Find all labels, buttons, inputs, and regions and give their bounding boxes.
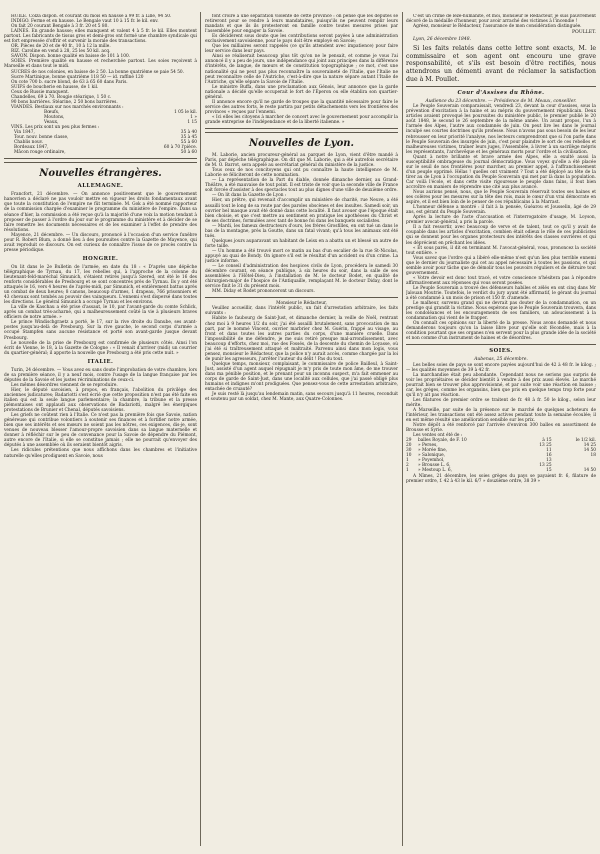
article-paragraph: Es décidèrent sous doute que les contributions seront payées à une administration exclusivement savoisienne, pour le pays doit être employé en Savoie; xyxy=(205,34,398,45)
table-cell: à 15 xyxy=(542,438,552,444)
article-paragraph: Il annonce encore qu'il ne garde de troupes que la quantité nécessaire pour faire le service des autres forts, le reste partira par petits détachements vers les frontières des provinces « reçues par l'ennemi. xyxy=(205,99,398,115)
article-paragraph: Quant à notre brillante et brave armée des Alpes, elle a exulté aussi la susceptibilité ombrageuse du journal démocratique. Vous voyez qu'elle a été placée sur le seuil de nos frontières pour marcher, au premier appel, à l'affranchissement d'un peuple opprimé. Hélas ! quelles ont vraiment ? Tout a été déployé au tête de la tirer au de Lyon à l'occupation du Peuple Souverain qui met par là dans la population. Car voilà l'école, et dans cette visite rigoureuse le peuple dans fains, il fout bien accroître en maniers de réprendre une cité aux plus avancé. xyxy=(406,154,596,190)
article-paragraph: Turin, 24 décembre. — Vous avez eu sans doute l'improbation de votre chambre, lors de sa première séance, il y a neuf mois, contre l'usage de la langue française par les députés de la Savoie et les justes récriminations de ceux-ci. xyxy=(4,367,197,383)
table-cell: 1 xyxy=(406,458,409,464)
market-line: 90 bons barrières. Stéarine, 2 50 bons barrières. xyxy=(11,99,118,105)
table-cell: le 1/2 kil. xyxy=(575,438,596,444)
table-cell: 35 à 45 xyxy=(180,135,197,141)
article-paragraph: — Mardi, les fameux destructeurs d'ours, les frères Grosfillex, en ont tué un dans le bas de la montagne, près la Goutte, dans un fatal vivant; qu'à tous les animaux ont été tués. xyxy=(205,223,398,239)
livestock-price-table xyxy=(4,110,197,125)
table-cell: 10 xyxy=(406,453,412,459)
article-paragraph: On lit dans le 2e Bulletin de l'armée, en date du 18 : « D'après une dépêche télégraphique de Tyrnau, du 17, les rebelles qui, à l'approche de la colonne du lieutenant-feld-maréchal Simunich, s'étaient retirés jusqu'à Szered, ont été le 16 des renforts considérables de Presbourg et se sont concentrés près de Tyrnau. Ils y ont été attaqués le 16, vers 4 heures de l'après-midi, par Simunich, et entièrement battus après un combat de deux heures; 8 canons, beaucoup d'armes, 1 drapeau, 766 prisonniers et 43 chevaux sont tombés au pouvoir des vainqueurs. L'ennemi s'est dispersé dans toutes les directions. Le général Simunich a occupé Tyrnau et les environs. xyxy=(4,264,197,306)
table-cell: » Perses, xyxy=(417,443,438,449)
article-paragraph: Vous savez que l'ordre qui a libéré elle-même n'est qu'un lieu plus terrible ennemi que le dernier du journaliste qui cet au appel nécessaire à toutes les passions, et qui semble avoir pour tâche que de démolir tous les pouvoirs réguliers et de détruire tout gouvernement. xyxy=(406,255,596,276)
article-paragraph: Le malheur, survenu grand qui ne devrait pas douter de la condamnation, on un prestige qui grandit la victime. Nous espérons que le Peuple Souverain trouvera, dans les condoléances et les encouragements de ses familiers, un adoucissement à la condamnation qui vient de le frapper. xyxy=(406,301,596,322)
article-paragraph: — On lit dans la Gazette de Lyon : xyxy=(212,193,287,199)
article-paragraph: Le Peuple Souverain a trouvé des défenseurs habiles et zélés en ont cinq dans Mr Jalouan Moutrie. Toutefois, le verdict du jury ayant été affirmatif, le gérant du journal a été condamné à un mois de prison et 150 fr. d'amende. xyxy=(406,285,596,302)
table-cell: » Brousse L. 6, xyxy=(417,463,451,469)
section-heading-foreign-news: Nouvelles étrangères. xyxy=(39,168,162,180)
article-paragraph: Mayence, 21 décembre. — Un discours, prononcé à l'occasion d'un service funèbre pour R. Robert Blum, a donné lieu à des poursuites contre la Gazette de Mayence, qui avait reproduit ce discours. On est curieux de connaître l'issue de ce procès contre la presse périodique. xyxy=(4,232,197,253)
table-cell: 14 50 xyxy=(583,468,596,474)
subsection-heading-soies: SOIES. xyxy=(489,348,513,355)
article-divider xyxy=(406,86,596,87)
letter-paragraph: Je suis resté là jusqu'au lendemain matin, sans secours jusqu'à 11 heures, reconduit et soutenu par un soldat, chez M. Mante, aux Quatre-Colonnes. xyxy=(205,392,398,403)
subsection-heading-hongrie: HONGRIE. xyxy=(82,255,119,262)
market-line: HUILE. Colza dispon. et courant du mois en hausse à 99 fr. à Lille, 94 50. xyxy=(11,14,172,19)
table-cell: Vin 1847, xyxy=(14,130,35,136)
table-cell: Veaux, xyxy=(44,119,59,125)
table-cell: 11 xyxy=(546,448,552,454)
article-paragraph: Les ridicules prétentions que nous affichons dans les chambres et l'initiative naturelle qu'elles prodiguent en Savoie, nous xyxy=(4,448,197,459)
table-cell: 15 xyxy=(546,468,552,474)
market-line: Chandelles, 69 à 70. Bougie stéarique, 1 50 c. xyxy=(11,94,112,100)
table-cell: 2 xyxy=(406,463,409,469)
table-cell: 13 25 xyxy=(539,443,552,449)
letter-paragraph: Quelque temps, monsieur, complaisant, le commissaire de police Bailleul, à Saint-Just, assisté d'un agent auquel répugnait je m'y pris de toute mon âme, de me trouver dans ma pénible position, et le prenant pour un inconnu suspect, m'a fait emmener au corps de garde de Saint-Just, dans une localité aux cellules, que j'ai passé obligé plus humains et indignes m'ont prodiguées. Que pensez-vous de cette arrestation arbitraire, entachée de cruauté? xyxy=(205,361,398,393)
article-paragraph: « Votre devoir est donc tout tracé, et votre conscience n'hésitera pas à répondre affirmativement aux réponses qui vous seront posées. xyxy=(406,275,596,286)
article-paragraph: MM. Diday et Rodet prononceront un discours. xyxy=(212,289,315,295)
table-cell: » Morée fine, xyxy=(417,448,447,454)
article-paragraph: A Marseille, par suite de la présence sur le marché de quelques acheteurs de l'intérieur, les transactions ont été assez actives pendant toute la semaine écoulée; il en est même résulté une amélioration sensible sur les prix. xyxy=(406,407,596,424)
market-line: SUIFS de boucherie en hausse, de 1 kil. xyxy=(11,84,99,90)
article-paragraph: Nous aurions pensé, nous, que le Peuple Souverain réservait toutes ses haines et ses colères pour les mesures sur la tête des rois, mais le cœur d'un vrai démocrate en aspire, et il est bien loin de le penser de ces républicains à la Marrast. xyxy=(406,190,596,206)
article-paragraph: « Et sous parés, il dit en terminant M. l'avocat-général, vous, prononcez la société tout entière. » xyxy=(406,245,596,256)
market-report xyxy=(4,14,197,155)
section-divider xyxy=(205,128,398,133)
table-cell: » Mestoup L. 6, xyxy=(417,468,452,474)
table-cell: 14 25 xyxy=(583,443,596,449)
table-cell: 1 05 le kil. xyxy=(174,109,197,115)
article-paragraph: Le ministre Buffa, dans une proclamation aux Génois, leur annonce que la garde nationale a décidé qu'elle occuperait le fort de l'Éperon ou elle établira son quartier-général. xyxy=(205,84,398,100)
table-cell: 29 xyxy=(406,438,412,444)
table-cell: Mâcon rouge ordinaire, xyxy=(14,150,66,156)
article-divider xyxy=(205,297,398,298)
table-cell: Bordeaux 1847, xyxy=(14,145,49,151)
table-cell: 30 xyxy=(406,448,412,454)
table-cell: 18 xyxy=(590,453,596,459)
column-1 xyxy=(4,14,197,844)
letter-dateline: Lyon, 26 décembre 1848. xyxy=(413,37,472,43)
market-line: SOIES. Première qualité en hausse et recherchée partout. Les soies reçoivent à Marseille et dans tout le midi. xyxy=(4,59,197,70)
column-divider xyxy=(402,12,403,846)
market-line: Ceux de Russie manquent. xyxy=(11,89,70,95)
article-paragraph: La ville de Kaschau a été prise d'assaut, le 10, par l'avant-garde du comte Schlick, après un combat très-acharné, qui a malheureusement coûté la vie à plusieurs braves officiers de notre armée. » xyxy=(4,305,197,321)
article-paragraph: Hier, le député savoisien, à propos, en français, l'abolition du privilège des anciennes judicatures; Badariotti s'est écrié que cette proposition n'est pas été faite en italien qui est la seule langue parlementaire; la chambre, la tribune et la presse piémontaises ont applaudi aux observations de Badariotti, malgré les énergiques protestations de Brunier et Chenal, députés savoisiens. xyxy=(4,387,197,414)
table-cell: 16 xyxy=(546,453,552,459)
table-cell: 20 xyxy=(406,443,412,449)
column-3 xyxy=(406,14,596,844)
article-paragraph: L'honneur défense a montré : il fait à la pensée, Guéarou et Jousselin, âgé de 29 ans, est gérant du Peuple Souverain. xyxy=(406,205,596,216)
soies-dateline: Aubenas, 25 décembre. xyxy=(474,357,528,363)
article-paragraph: Les filatures de premier ordre se traitent de fr. 48 à fr. 50 le kilog., selon leur mérite. xyxy=(406,397,596,408)
table-cell: balles Royale, de F. 10 xyxy=(417,438,467,444)
table-cell: » Poyemhol, xyxy=(417,458,445,464)
letter-paragraph: Habite le faubourg de Saint-Just, et dimanche dernier, la veille de Noël, rentrant chez moi à 9 heures 1/2 du soir, j'ai été assailli brutalement, sans provocation de ma part, par le nommé Vincent, ouvrier marbrier chez M. Guérin, frappé au visage, au front et dans toutes les autres parties du corps, d'une manière cruelle. Dans l'impossibilité de me défendre, je me suis retiré presque mal-arrondissement, avec beaucoup d'efforts, chez moi, rue des Fossés, de la descente du chemin de Loyasse, où j'ai été si traîtreusement attaqué et maltraité. Parvenu ainsi dans mon logis, vous pensez, monsieur le Rédacteur, que la police n'y aurait accès, comme chargée par la loi de punir les agresseurs, j'arrêter l'auteur du délit ! Pas du tout. xyxy=(205,316,398,362)
table-cell: 60 à 70 l'pièce. xyxy=(163,145,197,151)
section-heading-lyon-news: Nouvelles de Lyon. xyxy=(248,138,355,150)
article-paragraph: — La représentation de la Part du diable, donnée dimanche dernier, au Grand-Théâtre, a été mauvaise de tout point. Il est triste de voir que la seconde ville de France soit forcée d'assister à des spectacles tout au plus dignes d'une ville de deuxième ordre. xyxy=(205,178,398,194)
table-cell: 13 25 xyxy=(539,463,552,469)
article-paragraph: « Ici elles les citoyens à marcher de concert avec le gouvernement pour accomplir la grande entreprise de l'indépendance et de la liberté italienne. » xyxy=(205,114,398,125)
wine-title: VINS. Les prix sont un peu plus fermes : xyxy=(11,125,100,131)
article-paragraph: Les mêmes désordres viennent de se reproduire. xyxy=(11,382,118,388)
editorial-note: Si les faits relatés dans cette lettre sont exacts, M. le commissaire et son agent ont encouru une grave responsabilité, et s'ils est besoin d'être rectifiés, nous attendrons un démenti avant de réclamer la satisfaction due à M. Poullet. xyxy=(406,45,596,83)
article-paragraph: Après la lecture de l'acte d'accusation et l'interrogatoire d'usage, M. Loyson, premier avocat-général, a pris la parole. xyxy=(406,215,596,226)
article-paragraph: Notre dépôt a été renforcé par l'arrivée d'environ 300 balles en assortiment de Brousse et Syrie. xyxy=(406,423,596,434)
article-paragraph: Les griefs ne coûtent rien à l'Italie. Ce n'est pas la première fois que Savoie, nation généreuse qui contribue volontiers à soutenir ses finances et à fortifier notre armée, bien que ses intérêts et ses mœurs ne soient pas les nôtres, ces exigences, dis-je, sont venues de nouveau blesser l'amour-propre savoisien dans sa langue maternelle et donner à réfléchir sur le peu de convenance pour la Savoie de dépendre du Piémont, autre encore de l'Italie, si elle se constitue jamais ; elle ne pourrait qu'envoyer des députés à une assemblée où ils seraient bientôt aigris. xyxy=(4,413,197,449)
article-paragraph: — Un homme a été trouvé mort ce matin au bas d'un escalier de la rue St-Nicolas, appuyé au quai de Bondy. On ignore s'il est le résultat d'un accident ou d'un crime. La justice informe. xyxy=(205,248,398,265)
table-cell: Moutons, xyxy=(44,114,65,120)
market-line: SUCRES de nos colonies, en baisse de 2 50. La bonne quatrième se paie 54 50. xyxy=(11,69,185,75)
letter-paragraph: Veuillez accueillir, dans l'intérêt public, un fait d'arrestation arbitraire, les faits suivants : xyxy=(205,306,398,317)
table-cell: Tour. nouv. bonne classe, xyxy=(14,135,69,141)
table-cell: 1 xyxy=(406,468,409,474)
market-line: OR. Pièces de 20 et de 40 fr., 10 à 12 la mille. xyxy=(11,44,111,50)
market-line: INDIGO. Ferme et en hausse. Le Bengale vaut 10 à 15 fr. le kil. env. xyxy=(11,19,159,25)
subsection-heading-allemagne: ALLEMAGNE. xyxy=(77,183,124,190)
article-paragraph: Quelques jours auparavant un habitant de Leisx en a abattu un et blessé un autre de forte taille. xyxy=(205,238,398,249)
table-cell: 55 à 60 xyxy=(180,140,197,146)
article-paragraph: A Nîmes, 21 décembre, les soies grèges du pays se payaient fr. 6, filature de premier ordre, f. 42 à 43 le kil. 6/7 » douzième ordre, 38 39 » xyxy=(406,473,596,484)
column-divider xyxy=(200,12,201,846)
article-paragraph: Que les milliaires seront rappelés (ce qu'ils attendent avec impatience) pour faire leur service dans leur pays. xyxy=(205,44,398,55)
article-divider xyxy=(406,344,596,345)
table-cell: 14 50 xyxy=(583,448,596,454)
court-heading: Cour d'Assises du Rhône. xyxy=(457,90,545,97)
market-line: RIZ. Caroline en vend à 28, 25 les 50 kil. acq. xyxy=(11,49,111,55)
subsection-heading-italie: ITALIE. xyxy=(87,358,114,365)
article-paragraph: Les belles soies de pays se sont encore payées aujourd'hui de 42 à 48 fr. le kilog. ; — les qualités moyennes de 39 à 42 fr. xyxy=(406,362,596,373)
letter-paragraph: C'est un crime de lèze-humanité, et moi, monsieur le Rédacteur, je suis pauvrement décoré de la médaille d'honneur, pour avoir arraché des victimes à l'incendie ! xyxy=(406,14,596,25)
table-cell: 1 15 xyxy=(187,119,197,125)
wine-price-table xyxy=(4,130,197,155)
article-paragraph: Ainsi se réaliserait beaucoup plus tôt qu'on ne le pensait, et comme je vous l'ai annoncé il y a peu de jours, une indépendance qui joint aux principes dans la différence d'intérêts, de langue, de mœurs et de constitution topographique ; ce mot, c'est une nationalité qui ne peut pas plus reconnaître la souveraineté de l'Italie, que l'Italie ne peut reconnaître celle de l'Autriche, c'est-à-dire que la nature sépare autant l'Italie de l'Autriche, qu'elle sépare la Savoie de l'Italie. xyxy=(205,54,398,85)
table-cell: 35 à 40 xyxy=(180,130,197,136)
market-line: VIANDES. Bestiaux sur nos marchés environnants : xyxy=(11,104,124,110)
article-paragraph: Le nouvelle de la prise de Presbourg est confirmée de plusieurs côtés. Ainsi l'on écrit de Vienne, le 18, à la Gazette de Cologne : « Il venait d'arriver (midi) un courrier du quartier-général; il apporte la nouvelle que Presbourg a été pris cette nuit. » xyxy=(4,340,197,356)
article-paragraph: Le Peuple Souverain comparaissait, vendredi 23, devant la cour d'assises, sous la prévention d'excitation à la haine et au mépris du gouvernement républicain. Deux articles avaient provoqué les poursuites du ministère public, le premier publié le 20 août 1848, le second le 26 septembre de la même année. Un avant propos, l'un à l'armée des Alpes, l'autre aux condamnés de juin. On peut lire les dans le journal inculpé ses courtes doctrines qu'ils professe. Nous n'avons pas sous besoin de les leur rebrousser en leur priorité l'analyse, nos lecteurs comprendront que si l'on parle dans le Peuple Souverain des insurgés de juin, c'est pour plaindre le sort de ces rebelles et malheureuses victimes, traîner leurs juges, l'Assemblée, à livrer à un sacrilège mépris les représentants, l'archevêque et les généraux morts pour l'ordre et la civilisation. xyxy=(406,104,596,155)
table-cell: 1 » xyxy=(190,114,197,120)
section-divider xyxy=(4,158,197,163)
market-line: SAVON. Dispon. bonne qualité en baisse de 101 à 100. xyxy=(11,54,131,60)
market-line: On cote 700 b. sucre blond, de 63 à 65 60 dans Paris. xyxy=(11,79,128,85)
article-paragraph: Tous ceux de nos concitoyens qui ont pu connaître la haute intelligence de M. Laborie se féliciteront de cette nomination. xyxy=(205,168,398,179)
article-paragraph: Il a fait ressortir, avec beaucoup de verve et de talent, tout ce qu'il y avait de coupable dans les articles d'excitation, combien était odieux le rôle de ces publicistes qui se donnent pour les organes protecteurs des intérêts des classes ouvrières et qui les déprécient en prêchant les idées. xyxy=(406,225,596,246)
silk-sales-table xyxy=(406,438,596,473)
letter-signature: POULLET. xyxy=(571,30,596,36)
table-cell: 13 xyxy=(546,458,552,464)
table-row xyxy=(4,150,197,155)
letter-salutation: Monsieur le Rédacteur, xyxy=(276,301,327,307)
article-paragraph: — Le conseil d'administration des hospices civils de Lyon, procédera le samedi 30 décembre courant, en séance publique, à six heures du soir, dans la salle de ses assemblées à l'Hôtel-Dieu, à l'installation de M. le docteur Bodet, en qualité de chirurgien-major de l'hospice de l'Antiquaille, remplaçant M. le docteur Diday, dont le service finit le 31 du présent mois. xyxy=(205,264,398,290)
table-cell: » Salonique, xyxy=(417,453,445,459)
table-cell: Bœufs, xyxy=(44,109,60,115)
market-line: LAINES. En grande hausse; elles manquent et valent 4 à 5 fr. le kil. Elles montent partout. Les fabricants de tissus gros et demi-gros ont formé une chambre syndicale qui est fort empressée d'offrir et survenir la morale des transactions. xyxy=(4,29,197,45)
article-paragraph: M. Laborie, ancien procureur-général au parquet de Lyon, vient d'être mandé à Paris, par dépêche télégraphique. On dit que M. Laborie, qui a été autrefois secrétaire de M. O. Barrot, sera appelé au secrétariat général du ministère de la justice. xyxy=(205,153,398,169)
article-paragraph: font croire à une séparation violente de cette province : on pense que les députés se retireront pour se rendre à leurs mandataires, puisqu'ils ne peuvent remplir leurs mandats et que ils ils protesteront en famille contre toutes mesures prises par l'assemblée pour engager la Savoie. xyxy=(205,14,398,35)
article-paragraph: Hier, un prêtre, qui revenait d'accomplir un ministère de charité, rue Neuve, a été assailli tout le long de sa route par des paroles obscènes et des insultes. Samedi soir, un ouvrier bel masque avait été donné dans cette localité. Il faut avouer que l'époque était bien choisie, et que c'est mettre au sentiment en pratique les apothéoses du Christ et de ses doctrines, formulées avec tant de bonne foi dans les banquets socialistes. xyxy=(205,198,398,224)
market-line: On fait 20 courant Bengale à 3 fr. 20 et 5 80. xyxy=(11,24,109,30)
court-subheading: Audience du 23 décembre. — Présidence de M. Meaux, conseiller. xyxy=(425,99,577,105)
article-paragraph: La marchandise était peu abondante. Cependant nous ne serions pas surpris de voir les propriétaires se décider bientôt à vendre à des prix aussi élevés. Le marché pourrait bien se trouver plus approvisionné, et par suite voir une réaction en baisse ; car, les grèges, comme les organsins, bien que pris en quelque temps trop forte pour qu'il n'y ait pas réaction. xyxy=(406,372,596,398)
article-paragraph: On connaît ces opinions sur la liberté de la presse. Nous avons demandé et nous demanderons toujours qu'on la laisse libre pour qu'elle soit fécondée, mais à la condition pourtant que ses organes n'en servent pour la plus grande idée de la société et non comme d'un instrument de haines et de désordres. xyxy=(406,321,596,342)
table-cell: Chablis nouv. xyxy=(14,140,44,146)
article-paragraph: Le prince Windischgraetz a porté, le 17, sur la rive droite du Danube, ses avant-postes jusqu'au-delà de Presbourg. Sur la rive gauche, le second corps d'armée a occupé Stampfen sans aucune résistance et porté son avant-garde jusque devant Presbourg. xyxy=(4,320,197,341)
table-cell: 50 à 60 xyxy=(180,150,197,156)
article-paragraph: Les ventes ont été de : xyxy=(413,433,463,439)
column-2 xyxy=(205,14,398,844)
article-paragraph: Francfort, 21 décembre. — On annonce positivement que le gouvernement hanovrien a déclaré ne pas vouloir mettre en vigueur les droits fondamentaux avant que toute la constitution de l'empire ne fût terminée. M. Gok a été nommé rapporteur de la commission chargée d'examiner le programme du ministère de l'empire. Dans sa séance d'hier, la commission a été reçue qu'à la majorité d'une voix la motion tendant à proposer de passer à l'ordre du jour sur le programme du ministère et à décider de se faire remettre les documents nécessaires et de les examiner à l'effet de prendre des résolutions. xyxy=(4,192,197,233)
market-line: Sucre Martinique, bonne quatrième 118 50 — id. raffiné 120 xyxy=(11,74,144,80)
letter-paragraph: Agréez, monsieur le Rédacteur, l'assurance de mon considération distinguée. xyxy=(413,24,582,30)
